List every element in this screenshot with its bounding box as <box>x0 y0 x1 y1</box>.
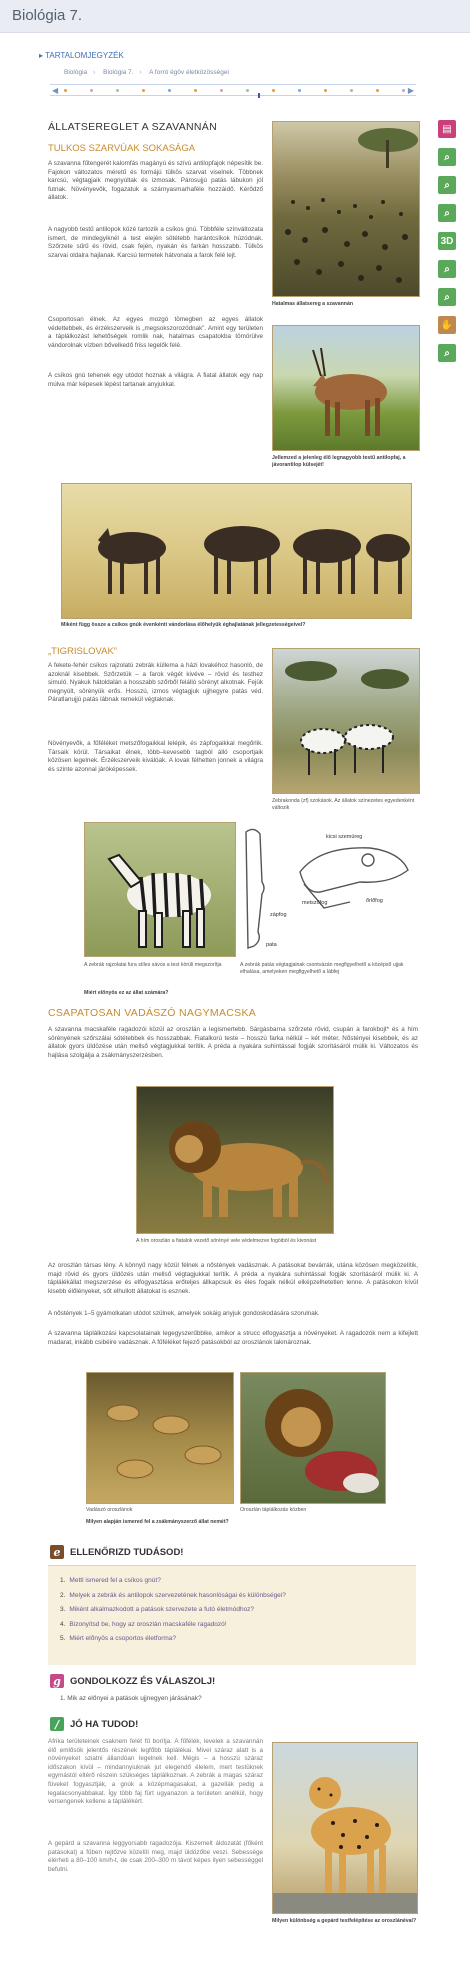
photo-caption: Jellemzed a jelenleg élő legnagyobb testű antilopfaj, a jávorantilop külsejét! <box>272 455 406 468</box>
quiz-title: ELLENŐRIZD TUDÁSOD! <box>70 1546 184 1558</box>
know-title: JÓ HA TUDOD! <box>70 1718 139 1730</box>
progress-dot[interactable] <box>272 89 275 92</box>
search-icon[interactable]: ⌕ <box>438 288 456 306</box>
breadcrumb: Biológia › Biológia 7. › A forró égöv életközösségei <box>64 69 229 76</box>
photo-caption: A zebrák patás végtagjainak csontvázán megfigyelhető a középső ujjak elhalása, amelyeken megfigyelhető a lábfej <box>240 962 404 975</box>
progress-dot[interactable] <box>142 89 145 92</box>
know-heading <box>50 1717 138 1731</box>
subsection-title: „TIGRISLOVAK” <box>48 646 117 657</box>
progress-dot[interactable] <box>168 89 171 92</box>
quiz-item: 4. Bizonyítsd be, hogy az oroszlán macskaféle ragadozó! <box>60 1620 227 1628</box>
progress-dot[interactable] <box>350 89 353 92</box>
prev-arrow-icon[interactable]: ◀ <box>52 86 59 95</box>
3d-icon[interactable]: 3D <box>438 232 456 250</box>
progress-dot[interactable] <box>220 89 223 92</box>
diagram-label: zápfog <box>270 912 287 918</box>
diagram-label: pata <box>266 942 277 948</box>
paragraph: A gepárd a szavanna leggyorsabb ragadozója. Kiszemelt áldozatát (főként patásokat) a fűben rejtőzve közelíti meg, majd üldözőbe veszi. Sebessége elérheti a 80–100 km/h-t, de csak 200–300 m távot képes ilyen sebességgel befutni. <box>48 1840 263 1873</box>
search-icon[interactable]: ⌕ <box>438 344 456 362</box>
paragraph: Afrika területeinek csaknem felét fű borítja. A fűfélék, levelek a szavannán élő emlősök jelentős részének legfőbb táplálékai. Mivel száraz alatt is a növényeket sziatni állandóan legelnek kell. Mégis – a hosszú száraz időszakon kívül – mindannyiuknak jut elegendő élelem, mert testüknek egymástól eltérő részein szükséges táplálkoznak. A zebrák a magas száraz füveket fogyasztják, a gnúk a középmagasakat, a gazellák pedig a legalacsonyabbakat. Így több faj fürt ugyanazon a területen anélkül, hogy versengenek kellene a táplálékért. <box>48 1738 263 1806</box>
zebra-photo[interactable] <box>84 822 236 957</box>
g-icon: g <box>50 1674 64 1688</box>
next-arrow-icon[interactable]: ▶ <box>407 86 414 95</box>
photo-caption: Vadászó oroszlánok <box>86 1507 133 1513</box>
photo-caption: Zebrakonda (zf) szokások. Az állatok színezetes egyedenként változik <box>272 798 415 811</box>
photo-caption: A zebrák rajzolatai fura stíles sávos a test körüli megszorítja <box>84 962 222 968</box>
cheetah-photo[interactable] <box>272 1742 418 1914</box>
quiz-item: 1. Mettl ismered fel a csíkos gnút? <box>60 1577 161 1584</box>
skeleton-diagram[interactable] <box>240 822 422 957</box>
paragraph: A fekete-fehér csíkos rajzolatú zebrák küllema a házi lovakéhoz hasonló, de azoknál kisebbek. Szőrzetük – a farok végét kivéve – rövid és testhez simuló. Nyakuk hátoldalán a hosszabb szőrből felálló sörényt alkotnak. Fejük megnyúlt, sörényük erős. Hosszú, izmos végtagjuk ujjhegyre patás véd. Páratlanujjú patás lábnak remekül végtaknak. <box>48 662 263 704</box>
paragraph: A szavanna fűtengerét kalomfás magányú és szívú antilopfajok népesítik be. Fajokon változatos méretű és formájú tülkös szarvat viselnek. Többnek karcsú, végtagjaik megnyúltak és izmosak. Párosujjú patás lábukon jól futnak. Növényevők, fogazatuk a szárnyasmarhaféle hozzáidő. Kérődző állatok. <box>48 160 263 202</box>
think-title: GONDOLKOZZ ÉS VÁLASZOLJ! <box>70 1675 216 1687</box>
hand-icon[interactable]: ✋ <box>438 316 456 334</box>
j-icon: / <box>50 1717 64 1731</box>
wildebeest-photo[interactable] <box>61 483 412 619</box>
photo-caption: Miként függ össze a csíkos gnúk évenkénti vándorlása élőhelyük éghajlatának jellegzetességeivel? <box>61 622 306 628</box>
progress-dot[interactable] <box>246 89 249 92</box>
progress-marker <box>258 93 260 98</box>
progress-dots <box>64 89 402 93</box>
progress-dot[interactable] <box>376 89 379 92</box>
eland-photo[interactable] <box>272 325 420 451</box>
breadcrumb-item[interactable]: Biológia <box>64 69 88 76</box>
breadcrumb-item[interactable]: A forró égöv életközösségei <box>149 69 229 76</box>
paragraph: A szavanna táplálkozási kapcsolatainak legegyszerűbbike, amikor a strucc elfogyasztja a növényeket. A ragadozók nem a kifejlett madarat, inkább csibéire vadásznak. A fűféléket fejező patásokból az oroszlánok lakmároznak. <box>48 1330 418 1346</box>
progress-dot[interactable] <box>116 89 119 92</box>
page-progress-bar[interactable] <box>50 84 416 96</box>
quiz-item: 2. Melyek a zebrák és antilopok szervezetének hasonlóságai és különbségei? <box>60 1591 286 1599</box>
progress-dot[interactable] <box>402 89 405 92</box>
breadcrumb-item[interactable]: Biológia 7. <box>103 69 134 76</box>
quiz-item: 3. Miként alkalmazkodott a patások szervezete a futó életmódhoz? <box>60 1606 255 1613</box>
photo-caption: Oroszlán táplálkozás közben <box>240 1507 307 1513</box>
paragraph: A nőstények 1–5 gyámolkalan utódot szülnek, amelyek sokáig anyjuk gondoskodására szorulnak. <box>48 1310 320 1317</box>
toc-label[interactable]: TARTALOMJEGYZÉK <box>45 51 124 60</box>
zebra-herd-photo[interactable] <box>272 648 420 794</box>
paragraph: A nagyobb testű antilopok közé tartozik a csíkos gnú. Többféle színváltozata ismert, de mindegyiknél a test elején sötétebb harántcsíkok húzódnak. Szőrzete sűrű és rövid, csak fején, nyakán és farkán hosszabb. Tülkös szarvai oldalra hajlanak. Karcsú termetek hátvonala a farok felé lejt. <box>48 226 263 259</box>
think-item: 1. Mik az előnyei a patások ujjnegyen járásának? <box>60 1695 202 1702</box>
paragraph: A csíkos gnú tehenek egy utódot hoznak a világra. A fiatal állatok egy nap múlva már képesek lépést tartanak anyjukkal. <box>48 372 263 388</box>
search-icon[interactable]: ⌕ <box>438 148 456 166</box>
diagram-label: metszőfog <box>302 900 328 906</box>
photo-caption: Milyen alapján ismered fel a zsákmányszerző állat nemét? <box>86 1519 229 1525</box>
subsection-title: TULKOS SZARVÚAK SOKASÁGA <box>48 143 196 154</box>
progress-dot[interactable] <box>90 89 93 92</box>
search-icon[interactable]: ⌕ <box>438 260 456 278</box>
photo-caption: Milyen különbség a gepárd testfelépítése az oroszlánéval? <box>272 1918 417 1924</box>
progress-dot[interactable] <box>64 89 67 92</box>
quiz-list <box>48 1565 416 1665</box>
quiz-item: 5. Miért előnyös a csoportos életforma? <box>60 1635 176 1642</box>
book-icon[interactable]: ▤ <box>438 120 456 138</box>
photo-caption: Miért előnyös ez az állat számára? <box>84 990 169 996</box>
photo-caption: A hím oroszlán a fiatalok vezető sörényé vele védelmezve fogóiból és kivonást <box>136 1238 317 1244</box>
lion-photo[interactable] <box>136 1086 334 1234</box>
section-title: ÁLLATSEREGLET A SZAVANNÁN <box>48 121 217 133</box>
diagram-label: kicsi szemüreg <box>326 834 363 840</box>
paragraph: Az oroszlán társas lény. A könnyű nagy közül félnek a nőstények vadásznak. A patásokat bevárrák, utána közösen megközelítik, majd rövid és gyors üldözés után mellső végtagjukkal terítik. A préda a nyakára suhintással fogják szorításáról múlik ki. A táplálékállat megszerzése és elfogyasztása erőteljes állkapcsuk és éles fogaik nélkül elképzelhetetlen lenne. A patásokon kívül kisebb élőlényeket, sőt elhullott állatokat is esznek. <box>48 1262 418 1295</box>
diagram-label: őrlőfog <box>366 898 383 904</box>
app-title: Biológia 7. <box>12 7 83 24</box>
toc-link[interactable]: ▸ TARTALOMJEGYZÉK <box>39 51 124 60</box>
search-icon[interactable]: ⌕ <box>438 176 456 194</box>
section-title: CSAPATOSAN VADÁSZÓ NAGYMACSKA <box>48 1007 257 1019</box>
paragraph: Csoportosan élnek. Az egyes mozgó tömegben az egyes állatok védettebbek, és érzékszerveik is „megsokszorozódnak”. Amint egy területen a táplálkozást lehetőségek romlik nak, hatalmas csapatokba tömörülve vándorolnak vízben bővelkedő friss legelők felé. <box>48 316 263 349</box>
app-header <box>0 0 470 33</box>
progress-dot[interactable] <box>324 89 327 92</box>
herd-photo[interactable] <box>272 121 420 297</box>
lions-hunting-photo[interactable] <box>86 1372 234 1504</box>
photo-caption: Hatalmas állatsereg a szavannán <box>272 301 354 307</box>
lion-feeding-photo[interactable] <box>240 1372 386 1504</box>
search-icon[interactable]: ⌕ <box>438 204 456 222</box>
paragraph: Növényevők, a fűféléket metszőfogaikkal lelépik, és zápfogaikkal megőrlik. Társaik körül. Társaikat élnek, több–kevesebb tagból álló csoportjaik közösen legelnek. Érzékszerveik kiválóak. A lovak félhetten jonnek a világra és szinte azonnal járóképessek. <box>48 740 263 773</box>
paragraph: A szavanna macskaféle ragadozói közül az oroszlán a legismertebb. Sárgásbarna szőrzete rövid, csupán a farokbojt* és a hím sörényének szőrszálai sötétebbek és hosszabbak. Fiatalkorú teste – hosszú farka nélkül – két méter. Nőstényei kisebbek, és az állatok gyors üldözése után mellső végtagjukkal terítik. A préda a nyakára suhintással fogják szorításáról múlik ki. Változatos és hajlása szolgálja a zsákmányszerzésben. <box>48 1026 418 1059</box>
quiz-heading <box>50 1545 183 1559</box>
progress-dot[interactable] <box>298 89 301 92</box>
e-icon: e <box>50 1545 64 1559</box>
think-heading <box>50 1674 215 1688</box>
progress-dot[interactable] <box>194 89 197 92</box>
